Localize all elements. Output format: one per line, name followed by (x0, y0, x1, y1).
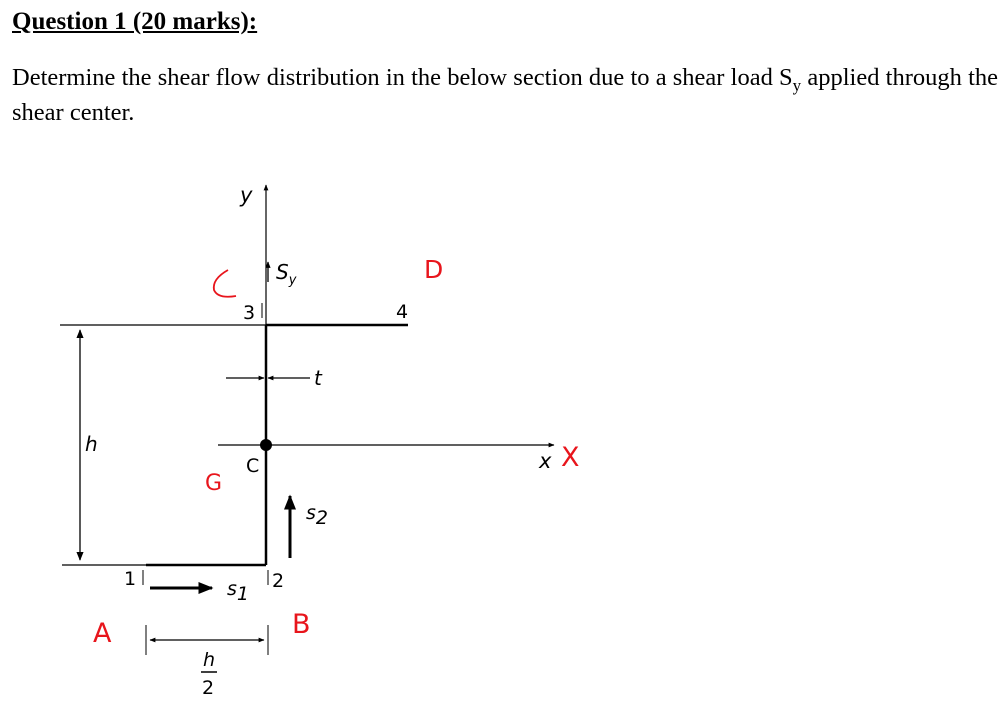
x-axis-label: x (539, 449, 552, 473)
shear-load-label: $S_y$ (276, 260, 297, 288)
half-width-denominator: 2 (202, 677, 215, 699)
point-4-label: 4 (396, 301, 409, 323)
annotation-a: A (93, 618, 112, 649)
thickness-label: t (314, 366, 322, 390)
point-1-label: 1 (124, 568, 137, 590)
question-text-subscript: y (792, 75, 802, 95)
height-label: h (85, 432, 98, 456)
s2-label: s2 (306, 502, 328, 529)
s1-label: s1 (227, 578, 249, 605)
y-axis-label: y (240, 183, 253, 207)
point-2-label: 2 (272, 570, 285, 592)
shear-center-dot (260, 439, 272, 451)
question-text-main: Determine the shear flow distribution in the below section due to a shear load S (12, 64, 793, 91)
question-text-end: applied through the shear center. (12, 64, 999, 126)
centroid-label: C (246, 455, 260, 477)
question-title: Question 1 (20 marks): (12, 8, 258, 35)
annotation-d: D (424, 255, 444, 284)
annotation-b: B (292, 609, 311, 640)
annotation-g: G (205, 471, 223, 496)
annotation-c-mark (214, 270, 236, 297)
annotation-x: X (561, 442, 580, 473)
point-3-label: 3 (243, 302, 256, 324)
half-width-numerator: h (203, 649, 216, 671)
